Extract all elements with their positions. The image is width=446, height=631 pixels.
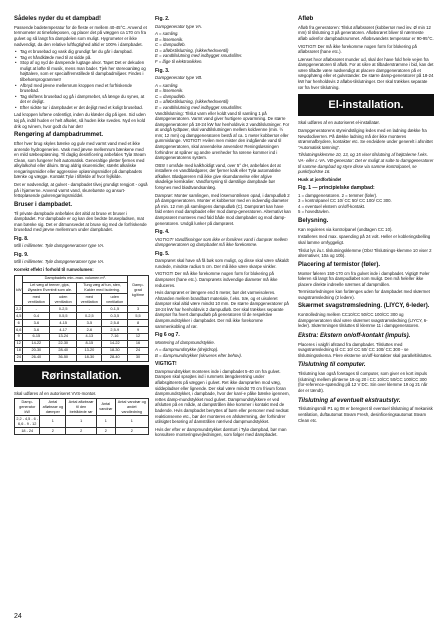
- legend-item: E = vandtilslutning med indbygget smudsfilter.: [155, 53, 243, 59]
- table-cell: 0-5,5: [50, 313, 77, 320]
- fig8-caption: Mål i millimeter. Tylø dampgeneratorer type VA.: [14, 243, 105, 249]
- table-cell: 4-15: [50, 320, 77, 327]
- paragraph-after: Lad kroppen luftene ordentligt, inden du klæder dig på igen. Sid uden tøj på, indtil huden er helt afkølet, så huden ikke svedes. Nyd en kold drik og tvinem, hvor godt du har det!: [14, 112, 146, 129]
- table-header: Damp-grad kg/time: [128, 275, 149, 306]
- paragraph-cleaning: Efter hver brug skyles bænke og gulv med varmt vand med et ikke anrende hydrogenerien. Vask med jævne mellemrum bænkene med en mild sæbeopløsning. Til daglig desinficering anbefales Tylø Steam Clean, som fungerer helt automatisk. Generaltige pletter fjernes med alkylalkohol eller diluim. Brug aldrig skuremidler, stærkt alkaliske rengøringsmidler eller aggressive opløsningsmidler på dampbadets bænke og vægge. Kontakt Tylø i tilfælde af hvor fejlkilde.: [14, 141, 146, 180]
- table-cell: 2,5-9: [102, 327, 128, 334]
- fig3-title: Fig. 3.: [155, 67, 170, 74]
- fig4-title: Fig. 4.: [155, 229, 170, 236]
- column-left: [14, 13, 149, 435]
- table-row: [15, 354, 149, 361]
- paragraph-sensor-2: Termistorledningen kan forlænges uden for dampbadet med skærmet svagstrømsledning (2 ledere).: [298, 289, 430, 300]
- legend-item: E = vandtilslutning med indbygget smudsfilter.: [155, 104, 243, 110]
- fig5-title: Fig. 5.: [155, 250, 170, 257]
- list-item: • Tag et håndklæde med til at sidde på.: [20, 55, 149, 61]
- pipe-installation-banner: Rørinstallation.: [14, 365, 149, 387]
- paragraph-shower: Til private dampbade anbefales det altid at bruse et bruser i dampbadet. For dampbade er og kan den bedste brusepladsen, mat man bænke sig. Det er ditmunsvedet at bruse sig med de forfriskende brusebad med jævne mellemrum under dampbadet.: [14, 210, 147, 233]
- legend-item: A = samling.: [155, 82, 179, 88]
- fig3-legend: [155, 83, 291, 111]
- list-item: • Stop af og nyd de dampende lugtage alvor. Tapet Det er dekuden muligt at løfte til musik, mens man bader. Tjek her stereoanlæg og højttalere, som er specialfremstillede til dampbadmiljøer. Findes i tilbehørsprogrammet!: [20, 60, 149, 82]
- important-heading: VIGTIGT!: [155, 361, 177, 368]
- table-header: Antal vandrør: [97, 399, 116, 416]
- table-row: [15, 306, 149, 313]
- table-cell: 26-40: [23, 354, 50, 361]
- paragraph-fig5: Damprøret skal have så få bøk som muligt, og disse skal være såkaldt rundede, mindste radius 5 cm. Der må ikke være skarpe vinkler.: [155, 258, 289, 269]
- table-cell: -: [77, 306, 102, 313]
- table-cell: 28-40: [102, 354, 128, 361]
- list-item: • Efter sidste tur i dampbadet er det dejligt med et koligt brusebad.: [20, 105, 149, 111]
- table-cell: 18 - 24: [15, 428, 40, 435]
- paragraph-el-1: Skal udføres af en autoriseret el-installatør.: [298, 120, 380, 126]
- fig2-title: Fig. 2.: [155, 16, 170, 22]
- paragraph-el-4: Husk at jordforbinde!: [298, 176, 342, 182]
- table-cell: 20-30: [23, 347, 50, 354]
- paragraph-accessories: Tilslutningsmål P1 og 08 er beregnet til eventuel tilslutning af mekanisk ventilation, duftautomat Steam Fresh, desinficeringsautomat Steam Clean etc.: [298, 406, 433, 423]
- fig3-subtitle: Dampgenerator type VB.: [155, 75, 203, 81]
- paragraph-computer: Tilslutning kan også foretages til computer, som giver en kort impuls (slutning) mellem plinterne 19 og 20 i CC 10/CC 50/CC 100/CC 300 (for-reference-spænding på 12 V DC. Sin over klemme 19 og 21 når der er tændt).: [298, 371, 428, 394]
- table-cell: 1: [97, 416, 116, 428]
- heading-computer: Tilslutning til computer.: [298, 362, 366, 369]
- fig6-caption: Montering af dampmundstykke.: [155, 339, 215, 345]
- heading-lighting: Belysning.: [298, 218, 329, 225]
- paragraph-drain: Afløb fra generatoren: Tilslut afløbsrøret (kobberrør med inv. Ø min 12 mm) til tilslutning 3 på generatoren. Afløbsrøret bliver til nærmeste afløb udenfor dampbadsrummet. Afløbsvandets temperatur er 90-95°C.: [298, 24, 434, 41]
- table-cell: 24: [15, 354, 23, 361]
- paragraph-shielded-cable: Kontrolledning mellem CC10/CC 50/CC 100/CC 300 og dampgeneratoren skal være skærmet svagstrømsledning (LIYCY, 6-leder). Skærmningen tilsluttes til klemme 11 i dampgeneratoren.: [298, 312, 428, 329]
- table-header: Damp-generator kW: [15, 399, 40, 416]
- table-row: [15, 416, 149, 428]
- table-cell: 2: [97, 428, 116, 435]
- table-cell: -: [23, 306, 50, 313]
- table-header: Antal afløbsrør til den betrådede rør: [66, 399, 97, 416]
- heading-shielded-cable: Skærmet svagstrømsledning. (LIYCY, 6-leder).: [298, 303, 430, 310]
- table-cell: 2,2 - 4,5 - 6 - 6,6 - 9 - 12: [16, 416, 39, 426]
- table-cell: 28-40: [50, 347, 77, 354]
- fig4-caption: VIGTIGT! Vandlåsninger som ikke er forsikres vand i damprør mellem dampgeneratoren og dampbadet må ikke forekomme.: [155, 236, 288, 248]
- list-item: • Tag skiftens brusebad og gå i damprsebet, så længe du synes, at det er dejligt.: [20, 94, 149, 105]
- table-cell: 3: [128, 306, 149, 313]
- paragraph-drain-3: Lænset hvor afløbsrøret munder ud, skal der have fold hele vejen fra dampgeneratoren til afløb. For at sikre at tilbaderstrømme i bid, kan det være tilladte være nødvendigt at placere dampgeneratoren på et vægophæng eller et gulvstander. De større damp-generatorer på 18-24 kW har henholdsvis 2 afløbs-tilslutninger. Der skal trækkes separate rør fra hver tilslutning.: [298, 56, 434, 90]
- table-header-row: [15, 399, 149, 416]
- paragraph-important-2: Dampmundstykket monteres inde i dampbadet 5-40 cm fra gulvet. Dampen skal sprøjtes ind i rummets længderetning under afløbsgitterets på væggen i gulvet. Ret ikke damprørlen mod væg, siddepladser eller lignende. Der skal være mindst 70 cm frivum foran dampmundstykket, i dampbade, hvor der kan/-e påke bænke igennem, rettes damp-mundstykket mod gulvet. Dampmundstykkere er ved afslutten på en måde, at dampstrålen ikke kommer i kontakt med de badende. Hvis dampbadet benyttes af børn eller personer med nedsat reaktionsevne etc., bør der monteres en afskærmning, der forhindrer utilsigtet berøring af damstrålen nær/ved dampmundstykket.: [155, 368, 290, 425]
- table-header: uden ventilation: [50, 294, 77, 306]
- table-cell: 2: [66, 428, 97, 435]
- table-cell: 18-30: [102, 347, 128, 354]
- paragraph-tyloe: Hvis der efter er dampmundstykket dørsturt i Tylø dampbad, bør man konsultere monteringsvejledningen, som følger med dampbadet.: [155, 426, 287, 438]
- table-row: [15, 313, 149, 320]
- table-cell: 3-5: [77, 320, 102, 327]
- legend-item: 3 = kontrolpanel CC 10/ CC 50/ CC 100/ CC 300.: [298, 198, 392, 204]
- paragraph-el-3: Tilslutningsklemme 10, 13, og 15 viser tilslutning af højttalerne f.eks. VA- eller L-VA. VB-generator: Det er muligt at sulte to dampgeneratorer til samme dampbad og styre disse via samme kontrolpanel, se punkt/polstse 16.: [298, 152, 434, 175]
- bath-tips-list: [14, 49, 149, 110]
- column-middle: [155, 13, 291, 440]
- table-cell: 0-3,5: [102, 313, 128, 320]
- heading-drain: Afløb: [298, 16, 314, 22]
- paragraph-lighting: Kan reguleres via kontrolpanel (undtagen CC 10).: [298, 226, 393, 232]
- table-header: med ventilation: [77, 294, 102, 306]
- table-cell: 8: [128, 320, 149, 327]
- table-cell: 7-16: [102, 333, 128, 340]
- table-header: Tung væg af tun, sten, Kakler med Isolering.: [77, 282, 128, 294]
- table-cell: 9: [15, 333, 23, 340]
- paragraph-insulation: Hvis damprøret er længere end 5 meter, bør det varmeisoleres. Afstanden mellem brandbart materiale, f.eks. træ, og et uisoleret damprør skal altid være mindst 10 mm. De større dampgeneratorer på 18-24 kW har henholdsvis 2 dampudløb. Der skal trækkes separate damprør fra hvert dampudløb på generatoren til de respektive dampmundstykker i dampbadet. Der må ikke forekomme sammenkobling af rør.: [155, 290, 289, 329]
- volume-table: [14, 275, 149, 362]
- paragraph-important-1: VIGTIGT! Der må ikke forekomme nogen form for blokering på damprøret (hane etc.). Damprørets indvendige diameter må ikke reduceres.: [155, 271, 278, 288]
- table-cell: 6: [15, 320, 23, 327]
- table-cell: 2: [40, 428, 66, 435]
- heading-external-switch: Ekstra: Ekstern on/off-kontakt (impuls).: [298, 332, 411, 339]
- pipe-table-body: [15, 416, 149, 435]
- table-row: [15, 340, 149, 347]
- paragraph-pipe: Skal udføres af en autoriseret VVS-montør.: [14, 390, 97, 396]
- table-cell: 4-17: [50, 327, 77, 334]
- legend-item: B = lösemenik.: [155, 36, 184, 42]
- table-header: Antal afløbsrør og dæmper: [40, 399, 66, 416]
- table-cell: 18-30: [77, 354, 102, 361]
- table-cell: 22-30: [50, 340, 77, 347]
- list-item: • Afbryd med jævne mellemrum kroppen med et forfriskende brusebad.: [20, 83, 149, 94]
- table-cell: 1: [40, 416, 66, 428]
- heading-accessories: Tilslutning af eventuelt ekstrautstyr.: [298, 397, 401, 404]
- page-number: 24: [14, 613, 22, 620]
- table-cell: 9: [128, 327, 149, 334]
- table-cell: 36-50: [50, 354, 77, 361]
- fig8-title: Fig. 8.: [14, 235, 29, 242]
- heading-sensor: Placering af termistor (føler).: [298, 261, 381, 268]
- table-cell: 18: [15, 347, 23, 354]
- table-cell: 0-4: [23, 313, 50, 320]
- table-row: [15, 327, 149, 334]
- el-installation-banner: El-installation.: [298, 94, 434, 116]
- table-cell: 16: [128, 340, 149, 347]
- legend-item: B = lösemenik.: [155, 88, 184, 94]
- paragraph-obs: OBS! I område med kalkholdigt vand, over 5° dH, anbefales det at installere en vandblødgører, der fjerner kalk eller Tylø automatiske afkalker. Blødgøreren må ikke give skumdannelse eller afgive skadelige kemikalier. Vandforsyning til dørstilige dampbade bør forsynes med blødtvandsanlæg.: [155, 162, 281, 191]
- table-header: uden ventilation: [102, 294, 128, 306]
- fig2-subtitle: Dampgenerator type VA.: [155, 23, 203, 29]
- paragraph-cleaning-2: Det er nødvendigt, at gulvet - dampbadet tilvej grundigt rengjort - også på i hjørnerne. Anvend varmt vand, skurebørste og ansurt-fettopløsende gulvrengøringsmiddel.: [14, 182, 148, 199]
- table-cell: 12: [128, 333, 149, 340]
- table-row: [15, 320, 149, 327]
- table-cell: 13-24: [50, 333, 77, 340]
- legend-item: F = låge til elektronikken.: [155, 58, 203, 64]
- pipe-table: [14, 398, 149, 435]
- table-header: kW: [15, 275, 23, 306]
- heading-fig1: Fig. 1 — principielske dampbad:: [298, 185, 375, 192]
- table-cell: 0-1,5: [102, 306, 128, 313]
- paragraph-lighting-3: Tilslut lys i/u.t. tilslutningsklemme (Obs! Tilslutnings-klemme 10 viser 2 alternativer, 10a og 10b).: [298, 247, 432, 259]
- fig1-legend: [298, 193, 434, 215]
- paragraph-drain-2: VIGTIGT! Der må ikke forekomme nogen form for blokering på afløbsrøret (hane etc.).: [298, 43, 417, 55]
- fig6-legend: [155, 347, 291, 358]
- legend-item: C = dampudløb.: [155, 42, 186, 48]
- legend-item: 4 = eventuel ekstern on/off-kontakt.: [298, 203, 366, 209]
- fig9-caption: Mål i millimeter. Tylø dampgeneratorer type VA.: [14, 259, 105, 265]
- fig6-title: Fig 6 og 7.: [155, 332, 180, 339]
- table-cell: 2,5-8: [102, 320, 128, 327]
- heading-sales: Sådeles nyder du et dampbad!: [14, 16, 102, 22]
- table-cell: 6,6: [16, 327, 22, 332]
- fig9-title: Fig. 9.: [14, 251, 29, 258]
- table-cell: 13-20: [77, 347, 102, 354]
- column-right: [298, 13, 434, 425]
- heading-shower: Bruser i dampbadet.: [14, 201, 73, 208]
- table-header: Antal vandrør og andet vandledning: [115, 399, 148, 416]
- list-item: • Tag et brusebad og vask dig grundigt før du går i dampbad.: [20, 49, 149, 55]
- table-cell: 12: [15, 340, 23, 347]
- table-cell: 3-6: [23, 320, 50, 327]
- table-header: Let væg af teener, gips, Øyasten Eventnit som ale.: [23, 282, 77, 294]
- table-cell: 24: [128, 347, 149, 354]
- table-cell: 14-22: [102, 340, 128, 347]
- table-cell: 2-6: [77, 327, 102, 334]
- table-cell: 1: [115, 416, 148, 428]
- power-volume-heading: Korrekt effekt i forhold til rumvolumen:: [14, 267, 94, 273]
- table-cell: 30: [128, 354, 149, 361]
- table-header: Dampbadets min.-max. volumen m³.: [23, 275, 128, 282]
- legend-item: D = afløbstilslutning, (sikkerhedsventil): [155, 47, 229, 53]
- table-row: [15, 428, 149, 435]
- table-cell: 0-2,5: [77, 313, 102, 320]
- paragraph-sales: Passende badetemperatur for de fleste er mellem 40-45°C. Anvend et termometer at timeføleposen, og placer det på væggen ca 170 cm fra gulvet og så langt fra dampdelen som muligt. Hygrometer er ikke nødvendigt, da den relative luftfugtighed altid er 100% i dampbadet.: [14, 24, 147, 47]
- table-cell: 1: [66, 416, 97, 428]
- fig2-legend: [155, 31, 291, 64]
- paragraph-sensor: Monter føleren 150-170 cm fra gulvet inde i dampbadet. Vigtigt! Føler føleren så langt fra dampudløbet som muligt. Den må heleller ikke placere direkte indreelle nærmes af dampmålen.: [298, 270, 430, 287]
- table-cell: 2: [115, 428, 148, 435]
- legend-item: 5 = hovedtavlen.: [298, 209, 330, 215]
- table-cell: 4-13: [77, 333, 102, 340]
- table-cell: 2,2: [16, 306, 22, 311]
- table-row: [15, 333, 149, 340]
- table-row: [15, 347, 149, 354]
- table-cell: 5,5: [128, 313, 149, 320]
- table-cell: 4,5: [16, 313, 22, 318]
- legend-item: 1 = dampgeneratoren. 2 = temmer (føler).: [298, 192, 378, 198]
- heading-cleaning: Rengøring af dampbadrummet.: [14, 132, 104, 139]
- table-cell: 14-22: [23, 340, 50, 347]
- legend-item: B = dampmundstykket (skrueres efter behov).: [155, 352, 243, 358]
- paragraph-water: Vandtilslutning: Tilslut varm eller koldt vand til samling 1 på dampgeneratoren. Varmt vand giver hurtigere opvarmning. De større dampgeneratorer på 18-24 kW har henholdsvis 2 vandtilslutninger. For at undgå tydtpøer, skal vandtilslutningen mellem koldvenne (min. ½ mm; 12 mm) og dampgeneratoren bestå af ca. 1 meter kobberrør eller gummislange. VIGTIGT! Hvilen men mister den indgående vand til dampgeneratoren, skal anvendelse anvendes! Reningsløsningen forhindrer at spåner og andre urenheder fra rørene kommer ind i dampgeneratorens system.: [155, 110, 290, 161]
- legend-item: C = dampudløb.: [155, 93, 186, 99]
- table-header: med ventilation: [23, 294, 50, 306]
- table-cell: 0-2,5: [50, 306, 77, 313]
- paragraph-steam-pipe: Damprør: Monter samlingen, med lösemontriksen opad, i dampudløb 2 på dampgeneratoren. Monter et kobberrør med en indvendig diameter på min. 12 mm på samlingens dampudløb (C). Dampsrørt kan have fald enten mod dampbadet eller mod damp-generatoren. Alternativt kan dampsrøret monteres med fald både mod dampbadet og mod damp-generatoren. Undgå lunker på damprøret.: [155, 192, 291, 226]
- table-cell: 8-15: [77, 340, 102, 347]
- table-cell: 3-6: [23, 327, 50, 334]
- legend-item: D = afløbstilslutning, (sikkerhedsventil): [155, 99, 229, 105]
- table-cell: 6-15: [23, 333, 50, 340]
- paragraph-external-switch: Placeres i valgfri afstand fra dampbadet. Tilsluttes med svagstrømsledning til CC 10/ CC 50/ CC 100/ CC 300 - se tilslutningsskema. Flere eksterne on/off-kontakter skal paralleltilsluttes.: [298, 341, 433, 358]
- volume-table-body: [15, 306, 149, 361]
- legend-item: A = samling.: [155, 31, 179, 37]
- legend-item: A = dampmundstykke (drejtdrop).: [155, 347, 219, 353]
- paragraph-el-2: Dampgeneratorens styreindstilging ledes med en ladning dække fra Newdodiverren. På dække ladning må der ikke monteres strømmafbrydere, kontakter etc. Se endvidere under generelt i afsnittet "Automatisk tømning".: [298, 128, 433, 150]
- paragraph-lighting-2: Installeres med max. spaending på 24 volt. Heller er kobleringsbelling skal lamme omfyggeligt.: [298, 234, 431, 245]
